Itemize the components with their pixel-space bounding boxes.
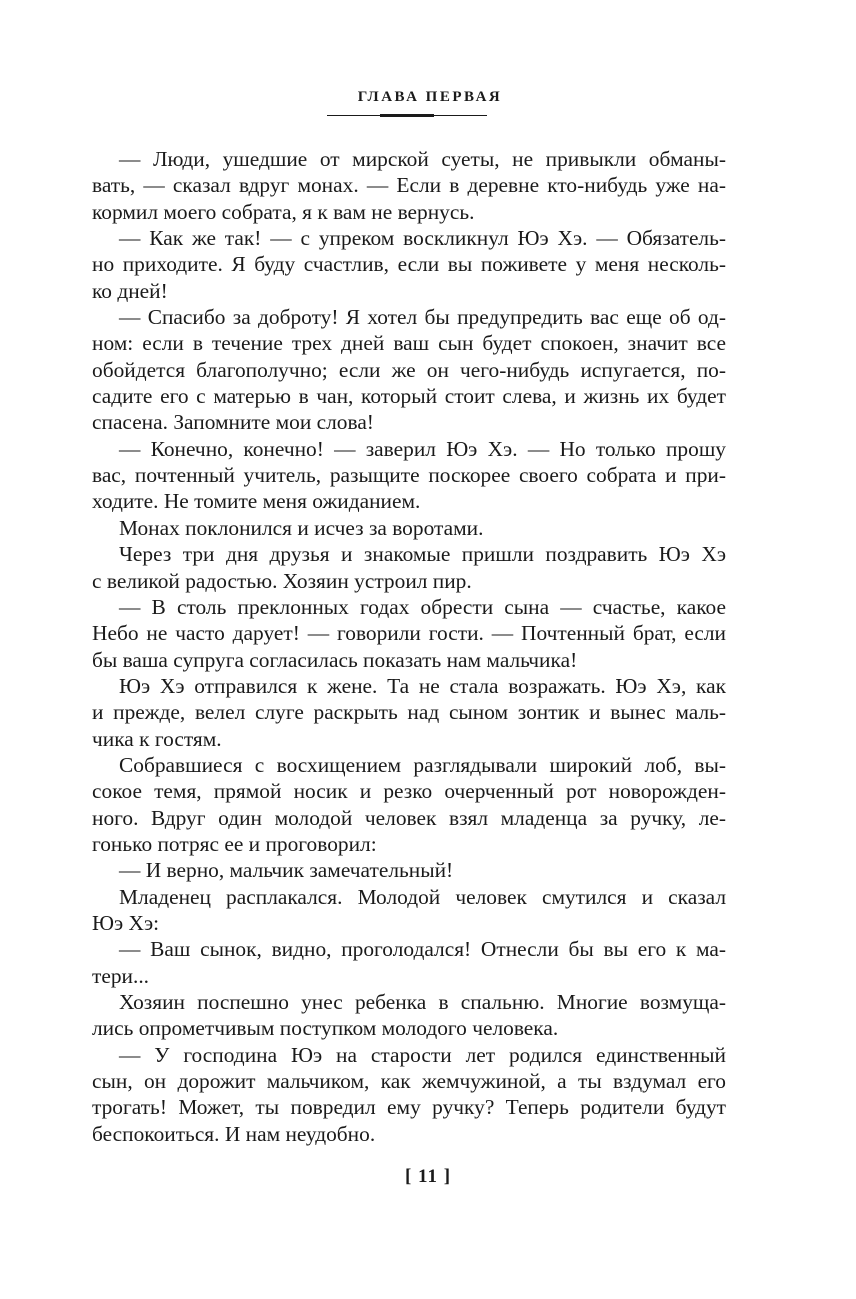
text-line: — Как же так! — с упреком воскликнул Юэ Хэ. — Обязатель-	[119, 226, 726, 251]
text-line: обойдется благополучно; если же он чего-нибудь испугается, по-	[92, 357, 726, 382]
text-line: ном: если в течение трех дней ваш сын будет спокоен, значит все	[92, 331, 726, 356]
text-line: но приходите. Я буду счастлив, если вы поживете у меня несколь-	[92, 252, 726, 277]
text-line: бы ваша супруга согласилась показать нам мальчика!	[92, 647, 578, 672]
text-line: Юэ Хэ отправился к жене. Та не стала возражать. Юэ Хэ, как	[119, 673, 726, 698]
text-line: и прежде, велел слуге раскрыть над сыном зонтик и вынес маль-	[92, 700, 726, 725]
text-line: — Люди, ушедшие от мирской суеты, не привыкли обманы-	[119, 147, 726, 171]
text-line: Небо не часто дарует! — говорили гости. — Почтенный брат, если	[92, 621, 726, 646]
text-line: вать, — сказал вдруг монах. — Если в деревне кто-нибудь уже на-	[92, 173, 726, 198]
text-line: Хозяин поспешно унес ребенка в спальню. Многие возмуща-	[119, 990, 726, 1014]
text-line: — У господина Юэ на старости лет родился единственный	[119, 1042, 726, 1067]
text-line: ко дней!	[92, 278, 168, 303]
text-line: спасена. Запомните мои слова!	[92, 410, 374, 435]
text-line: Юэ Хэ:	[92, 910, 160, 935]
text-line: Собравшиеся с восхищением разглядывали широкий лоб, вы-	[119, 752, 726, 777]
text-line: вас, почтенный учитель, разыщите поскорее своего собрата и при-	[92, 463, 726, 488]
text-line: Монах поклонился и исчез за воротами.	[119, 515, 484, 540]
text-line: трогать! Может, ты повредил ему ручку? Теперь родители будут	[92, 1095, 726, 1120]
text-line: ходите. Не томите меня ожиданием.	[92, 489, 421, 514]
chapter-title: ГЛАВА ПЕРВАЯ	[357, 89, 503, 105]
body-text	[92, 146, 726, 1147]
running-header	[0, 88, 856, 106]
text-line: сокое темя, прямой носик и резко очерченный рот новорожден-	[92, 779, 726, 804]
text-line: — И верно, мальчик замечательный!	[119, 858, 454, 883]
text-line: кормил моего собрата, я к вам не вернусь.	[92, 199, 475, 224]
text-line: лись опрометчивым поступком молодого человека.	[92, 1016, 559, 1041]
text-line: сын, он дорожит мальчиком, как жемчужиной, а ты вздумал его	[92, 1069, 726, 1094]
text-line: тери...	[92, 963, 150, 988]
text-line: — Ваш сынок, видно, проголодался! Отнесли бы вы его к ма-	[119, 937, 726, 962]
text-line: — В столь преклонных годах обрести сына — счастье, какое	[119, 594, 726, 619]
text-line: ного. Вдруг один молодой человек взял младенца за ручку, ле-	[92, 805, 726, 830]
text-line: беспокоиться. И нам неудобно.	[92, 1121, 376, 1146]
text-line: Через три дня друзья и знакомые пришли поздравить Юэ Хэ	[119, 542, 726, 567]
text-line: Младенец расплакался. Молодой человек смутился и сказал	[119, 884, 726, 909]
text-line: гонько потряс ее и проговорил:	[92, 831, 377, 856]
page-number: [ 11 ]	[404, 1166, 452, 1187]
text-line: чика к гостям.	[92, 726, 222, 751]
text-line: с великой радостью. Хозяин устроил пир.	[92, 568, 472, 593]
text-line: — Конечно, конечно! — заверил Юэ Хэ. — Но только прошу	[119, 436, 726, 461]
text-line: садите его с матерью в чан, который стоит слева, и жизнь их будет	[92, 384, 726, 409]
header-rule-accent	[380, 114, 434, 117]
text-line: — Спасибо за доброту! Я хотел бы предупредить вас еще об од-	[119, 305, 726, 330]
